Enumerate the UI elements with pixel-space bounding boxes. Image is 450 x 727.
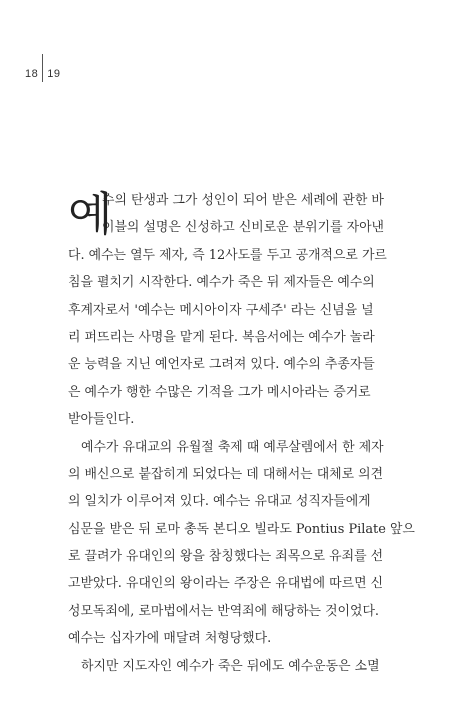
body-text <box>68 187 415 680</box>
text-line: 의 일치가 이루어져 있다. 예수는 유대교 성직자들에게 <box>68 494 371 510</box>
folio-divider <box>42 54 43 82</box>
text-line: 다. 예수는 열두 제자, 즉 12사도를 두고 공개적으로 가르 <box>68 247 387 263</box>
drop-cap-paragraph-start <box>68 187 384 242</box>
text-line: 침을 펼치기 시작한다. 예수가 죽은 뒤 제자들은 예수의 <box>68 275 375 291</box>
text-line: 운 능력을 지닌 예언자로 그려져 있다. 예수의 추종자들 <box>68 357 375 373</box>
text-line: 고받았다. 유대인의 왕이라는 주장은 유대법에 따르면 신 <box>68 576 384 592</box>
text-line: 후계자로서 '예수는 메시아이자 구세주' 라는 신념을 널 <box>68 302 374 318</box>
text-line: 예수가 유대교의 유월절 축제 때 예루살렘에서 한 제자 <box>81 439 384 455</box>
text-line: 은 예수가 행한 수많은 기적을 그가 메시아라는 증거로 <box>68 384 371 400</box>
text-line: 의 배신으로 붙잡히게 되었다는 데 대해서는 대체로 의견 <box>68 466 384 482</box>
text-line: 받아들인다. <box>68 412 135 428</box>
drop-cap: 예 <box>68 187 113 241</box>
text-line: 성모독죄에, 로마법에서는 반역죄에 해당하는 것이었다. <box>68 603 379 619</box>
text-line: 이블의 설명은 신성하고 신비로운 분위기를 자아낸 <box>102 220 384 236</box>
left-page-number: 18 <box>25 68 39 80</box>
page-numbers <box>25 60 61 88</box>
text-line: 수의 탄생과 그가 성인이 되어 받은 세례에 관한 바 <box>102 193 384 208</box>
text-line: 리 퍼뜨리는 사명을 맡게 된다. 복음서에는 예수가 놀라 <box>68 329 375 345</box>
text-line: 로 끌려가 유대인의 왕을 참칭했다는 죄목으로 유죄를 선 <box>68 549 384 565</box>
text-line: 하지만 지도자인 예수가 죽은 뒤에도 예수운동은 소멸 <box>81 658 380 674</box>
text-line: 심문을 받은 뒤 로마 총독 본디오 빌라도 Pontius Pilate 앞으 <box>68 521 415 537</box>
text-line: 예수는 십자가에 매달려 처형당했다. <box>68 631 272 647</box>
right-page-number: 19 <box>47 68 61 80</box>
